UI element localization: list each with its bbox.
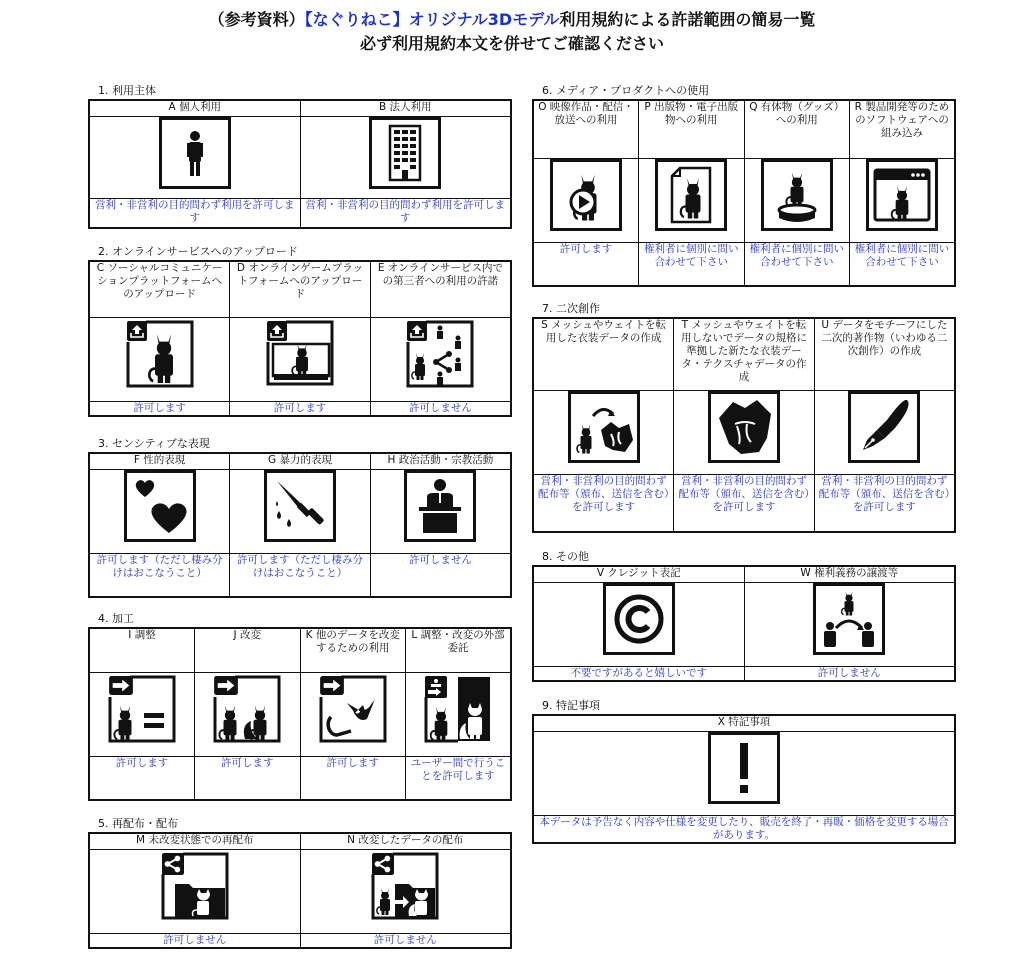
- item-result-w: 許可しません: [744, 666, 955, 681]
- item-result-k: 許可します: [300, 756, 406, 800]
- item-header-d: D オンラインゲームプラットフォームへのアップロード: [230, 261, 371, 317]
- transfer-rights-icon: [813, 583, 885, 655]
- section-sensitive-expression: [88, 437, 512, 598]
- item-header-j: J 改変: [195, 628, 301, 672]
- podium-speaker-icon: [404, 470, 476, 542]
- pen-nib-icon: [848, 391, 920, 463]
- item-header-e: E オンラインサービス内での第三者への利用の許諾: [370, 261, 511, 317]
- knife-blood-icon: [264, 470, 336, 542]
- permission-table: [88, 832, 512, 949]
- person-icon: [159, 117, 231, 189]
- title-line-2: 必ず利用規約本文を併せてご確認ください: [359, 34, 664, 53]
- item-result-f: 許可します（ただし棲み分けはおこなうこと）: [89, 553, 230, 597]
- item-result-v: 不要ですがあると嬉しいです: [533, 666, 744, 681]
- section-label: 6. メディア・プロダクトへの使用: [542, 84, 710, 97]
- item-result-b: 営利・非営利の目的問わず利用を許可します: [300, 198, 511, 228]
- item-header-b: B 法人利用: [300, 100, 511, 116]
- item-header-m: M 未改変状態での再配布: [89, 833, 300, 849]
- section-label: 5. 再配布・配布: [98, 817, 178, 830]
- title-brand: 【なぐりねこ】オリジナル3Dモデル: [304, 10, 560, 29]
- section-online-upload: [88, 245, 512, 417]
- section-label: 1. 利用主体: [98, 84, 156, 97]
- section-media-products: [532, 84, 956, 287]
- page-title: [0, 8, 1024, 56]
- item-result-n: 許可しません: [300, 933, 511, 948]
- item-header-k: K 他のデータを改変するための利用: [300, 628, 406, 672]
- item-header-o: O 映像作品・配信・放送への利用: [533, 100, 639, 158]
- item-result-e: 許可しません: [370, 401, 511, 416]
- permission-table: [88, 260, 512, 417]
- video-play-cat-icon: [550, 159, 622, 231]
- permission-table: [532, 317, 956, 533]
- share-folder-modified-cat-icon: [369, 850, 441, 922]
- title-suffix: 利用規約による許諾範囲の簡易一覧: [559, 10, 816, 29]
- item-result-g: 許可します（ただし棲み分けはおこなうこと）: [230, 553, 371, 597]
- permission-table: [88, 99, 512, 229]
- permission-table: [532, 714, 956, 844]
- item-header-f: F 性的表現: [89, 453, 230, 469]
- section-processing: [88, 612, 512, 801]
- item-result-i: 許可します: [89, 756, 195, 800]
- item-header-r: R 製品開発等のためのソフトウェアへの組み込み: [850, 100, 956, 158]
- item-result-l: ユーザー間で行うことを許可します: [406, 756, 512, 800]
- section-label: 3. センシティブな表現: [98, 437, 210, 450]
- exclamation-icon: [708, 732, 780, 804]
- item-header-h: H 政治活動・宗教活動: [370, 453, 511, 469]
- item-result-a: 営利・非営利の目的問わず利用を許可します: [89, 198, 300, 228]
- section-label: 9. 特記事項: [542, 699, 600, 712]
- item-header-w: W 権利義務の譲渡等: [744, 566, 955, 582]
- item-header-x: X 特記事項: [533, 715, 955, 731]
- item-header-q: Q 有体物（グッズ）への利用: [744, 100, 850, 158]
- item-header-v: V クレジット表記: [533, 566, 744, 582]
- upload-monitor-cat-icon: [264, 318, 336, 390]
- item-result-u: 営利・非営利の目的問わず配布等（頒布、送信を含む）を許可します: [814, 474, 955, 532]
- item-header-l: L 調整・改変の外部委託: [406, 628, 512, 672]
- section-label: 2. オンラインサービスへのアップロード: [98, 245, 298, 258]
- section-label: 4. 加工: [98, 612, 134, 625]
- item-result-p: 権利者に個別に問い合わせて下さい: [639, 242, 745, 286]
- document-cat-icon: [655, 159, 727, 231]
- item-header-i: I 調整: [89, 628, 195, 672]
- item-result-o: 許可します: [533, 242, 639, 286]
- section-usage-subject: [88, 84, 512, 229]
- permission-table: [532, 99, 956, 287]
- item-result-h: 許可しません: [370, 553, 511, 597]
- figure-stand-cat-icon: [761, 159, 833, 231]
- upload-share-users-icon: [404, 318, 476, 390]
- item-header-g: G 暴力的表現: [230, 453, 371, 469]
- share-folder-cat-icon: [159, 850, 231, 922]
- app-window-cat-icon: [866, 159, 938, 231]
- section-special-notes: [532, 699, 956, 844]
- item-result-j: 許可します: [195, 756, 301, 800]
- item-result-c: 許可します: [89, 401, 230, 416]
- item-header-n: N 改変したデータの配布: [300, 833, 511, 849]
- clothing-icon: [708, 391, 780, 463]
- section-redistribution: [88, 817, 512, 949]
- copyright-icon: [603, 583, 675, 655]
- cat-to-clothing-icon: [568, 391, 640, 463]
- item-result-s: 営利・非営利の目的問わず配布等（頒布、送信を含む）を許可します: [533, 474, 674, 532]
- item-header-s: S メッシュやウェイトを転用した衣装データの作成: [533, 318, 674, 390]
- item-result-r: 権利者に個別に問い合わせて下さい: [850, 242, 956, 286]
- arrow-cat-equal-icon: [106, 673, 178, 745]
- item-header-u: U データをモチーフにした二次的著作物（いわゆる二次創作）の作成: [814, 318, 955, 390]
- item-result-x: 本データは予告なく内容や仕様を変更したり、販売を終了・再販・価格を変更する場合があります。: [533, 815, 955, 843]
- item-result-q: 権利者に個別に問い合わせて下さい: [744, 242, 850, 286]
- title-line-1: [0, 8, 1024, 32]
- section-label: 8. その他: [542, 550, 589, 563]
- title-prefix: （参考資料）: [208, 10, 305, 29]
- item-header-p: P 出版物・電子出版物への利用: [639, 100, 745, 158]
- item-result-t: 営利・非営利の目的問わず配布等（頒布、送信を含む）を許可します: [674, 474, 815, 532]
- arrow-cat-modified-icon: [211, 673, 283, 745]
- section-label: 7. 二次創作: [542, 302, 600, 315]
- item-header-t: T メッシュやウェイトを転用しないでデータの規格に準拠した新たな衣装データ・テクスチャデータの作成: [674, 318, 815, 390]
- item-header-a: A 個人利用: [89, 100, 300, 116]
- building-icon: [369, 117, 441, 189]
- item-header-c: C ソーシャルコミュニケーションプラットフォームへのアップロード: [89, 261, 230, 317]
- permission-table: [88, 627, 512, 801]
- permission-table: [88, 452, 512, 598]
- item-result-m: 許可しません: [89, 933, 300, 948]
- hearts-icon: [124, 470, 196, 542]
- permission-table: [532, 565, 956, 682]
- item-result-d: 許可します: [230, 401, 371, 416]
- arrow-cat-parts-icon: [317, 673, 389, 745]
- section-other: [532, 550, 956, 682]
- upload-cat-icon: [124, 318, 196, 390]
- outsource-cat-icon: [422, 673, 494, 745]
- section-derivative-works: [532, 302, 956, 533]
